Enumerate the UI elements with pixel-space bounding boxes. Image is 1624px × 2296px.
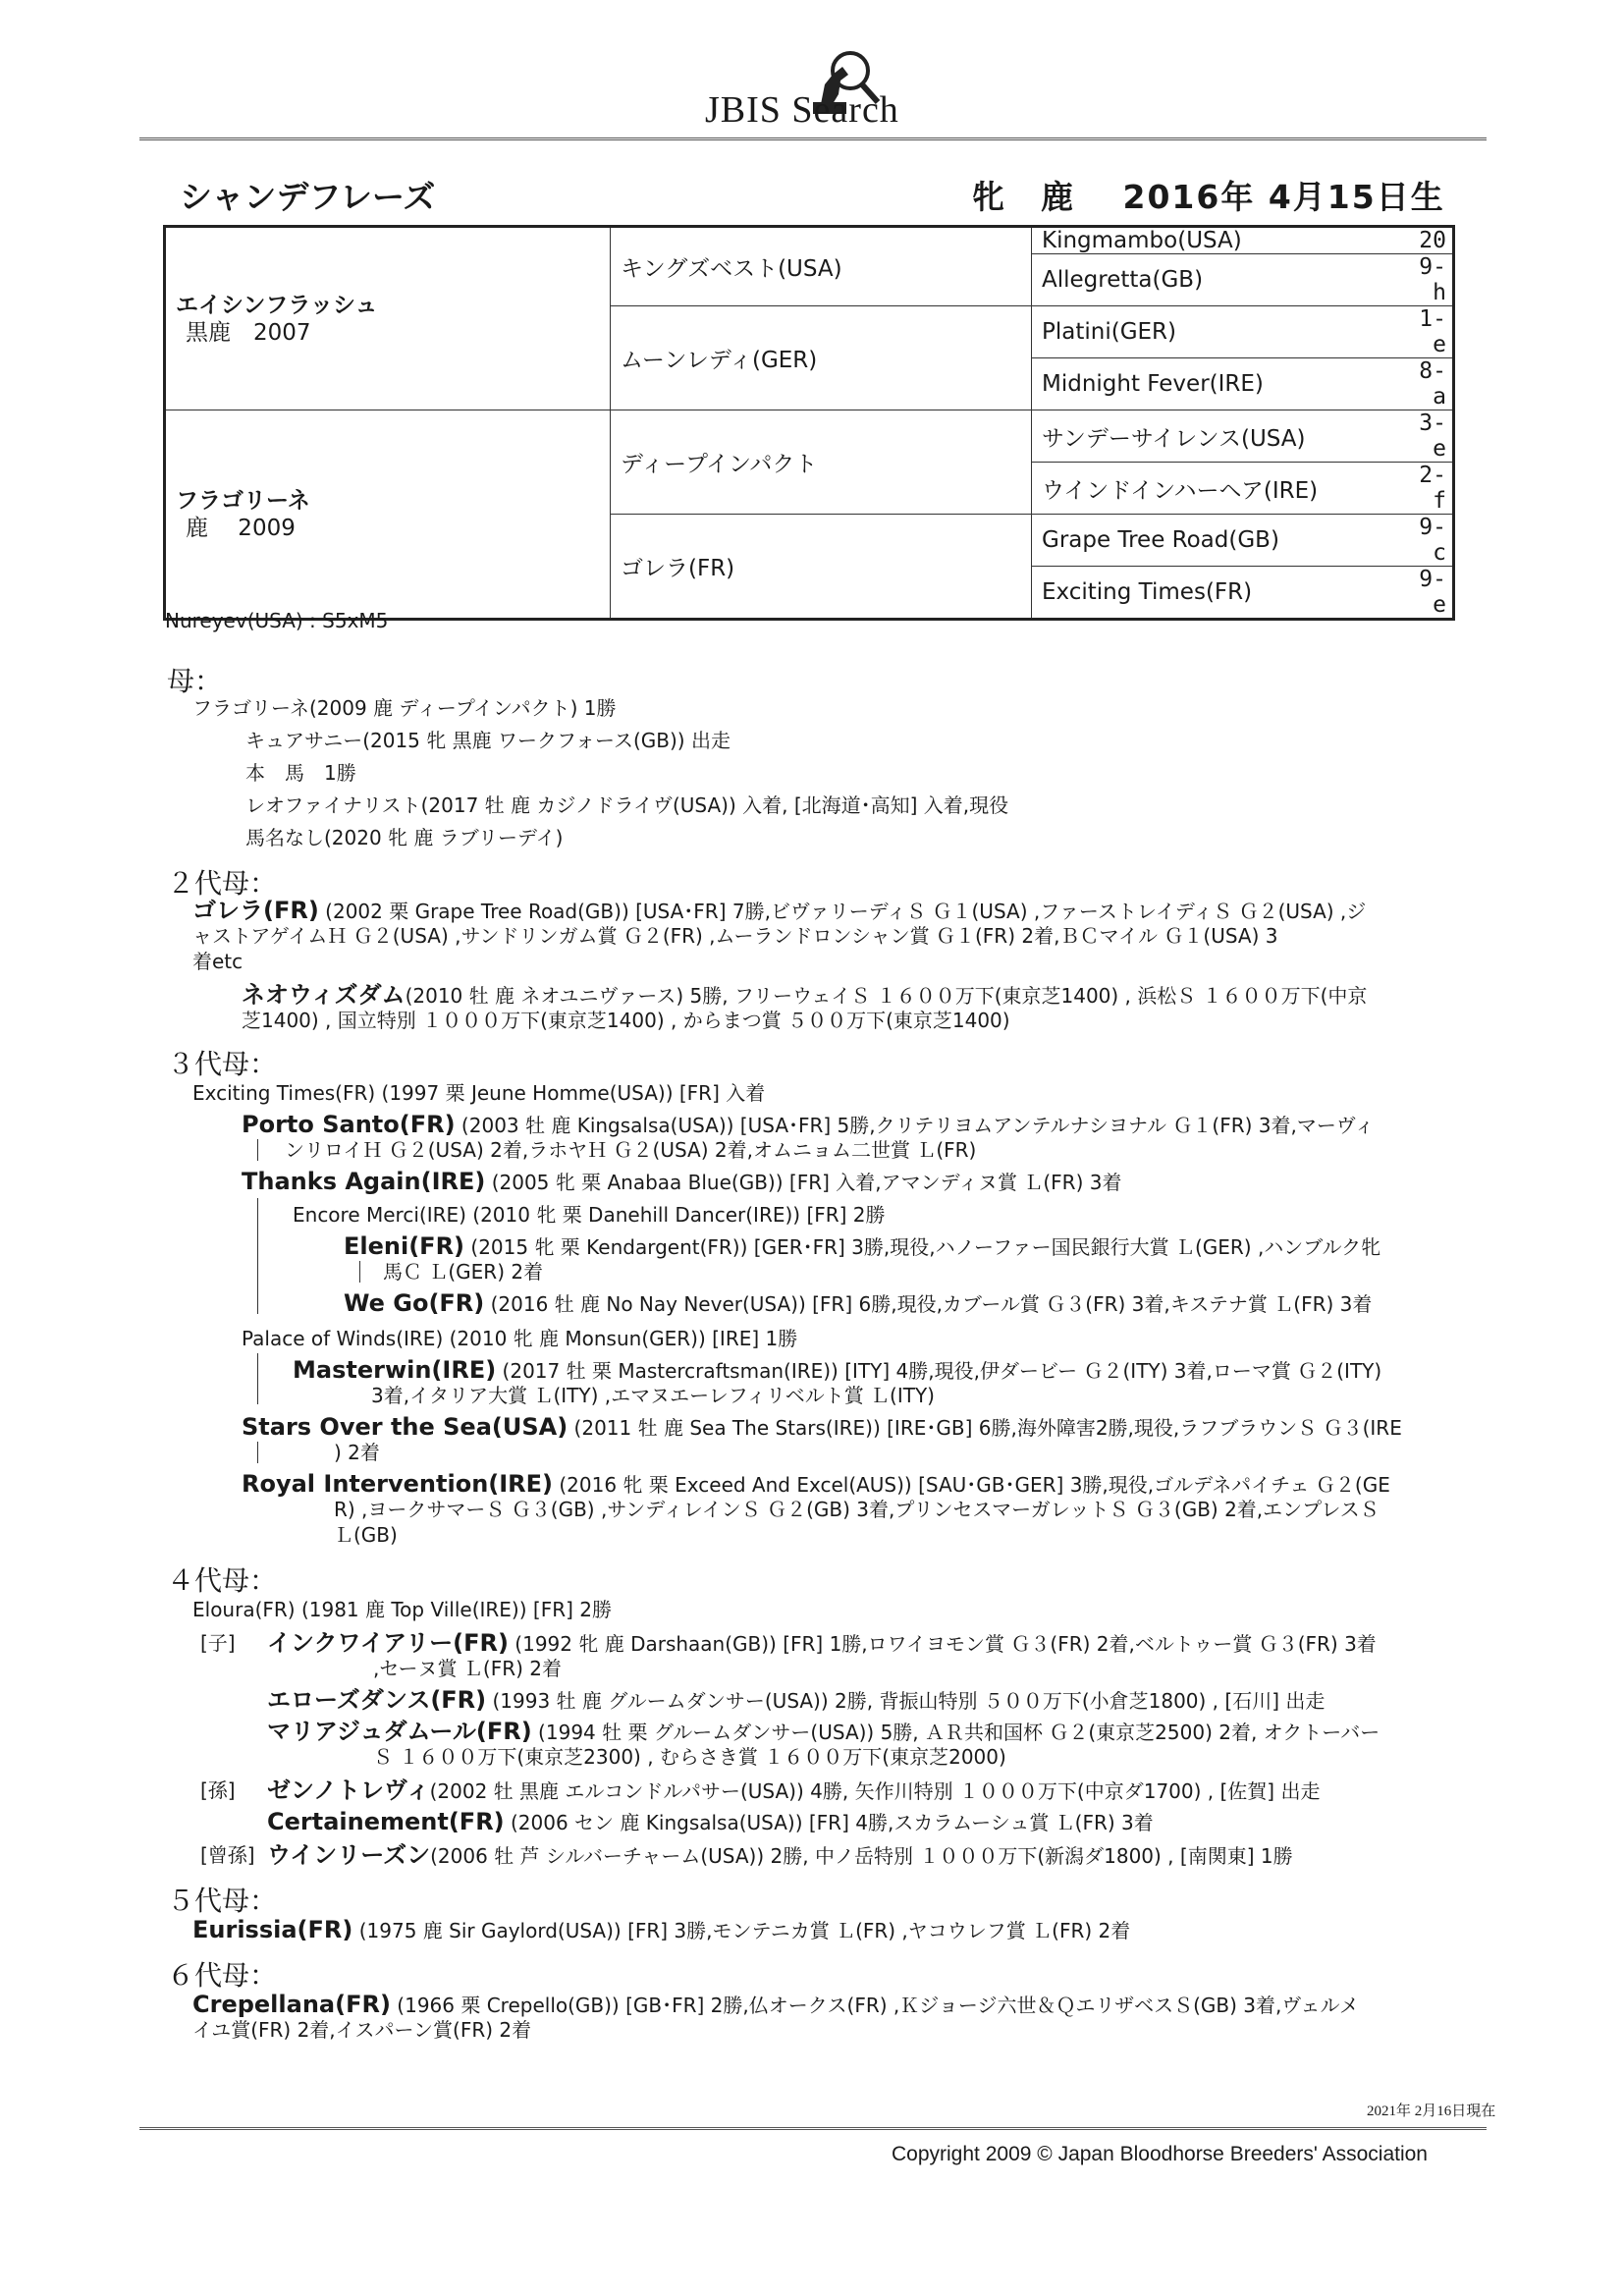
- family-line: 着etc: [192, 950, 244, 973]
- inbreeding-note: Nureyev(USA) : S5xM5: [165, 609, 389, 632]
- horse-record: (2005 牝 栗 Anabaa Blue(GB)) [FR] 入着,アマンディヌ賞 Ｌ(FR) 3着: [485, 1171, 1122, 1194]
- tree-connector: [257, 1139, 258, 1161]
- horse-record: (2006 牡 芦 シルバーチャーム(USA)) 2勝, 中ノ岳特別 １０００万下(新潟ダ1800) , [南関東] 1勝: [430, 1844, 1293, 1868]
- g3-cell: Platini(GER): [1032, 306, 1402, 358]
- family-line: ャストアゲイムＨ Ｇ２(USA) ,サンドリンガム賞 Ｇ２(FR) ,ムーランドロンシャン賞 Ｇ１(FR) 2着,ＢＣマイル Ｇ１(USA) 3: [192, 924, 1278, 948]
- family-line: 3着,イタリア大賞 Ｌ(ITY) ,エマヌエーレフィリベルト賞 Ｌ(ITY): [371, 1384, 935, 1407]
- family-line: [267, 1687, 1325, 1714]
- g3-cell: Kingmambo(USA): [1032, 227, 1402, 254]
- family-line: 本 馬 1勝: [245, 761, 356, 785]
- horse-name-bold: ネオウィズダム: [242, 981, 406, 1009]
- horse-record: (1994 牡 栗 グルームダンサー(USA)) 5勝, ＡＲ共和国杯 Ｇ２(東京芝2500) 2着, オクトーバー: [531, 1721, 1380, 1744]
- family-number: 20: [1401, 227, 1454, 254]
- g3-cell: Allegretta(GB): [1032, 254, 1402, 306]
- horse-name-bold: Thanks Again(IRE): [242, 1168, 486, 1195]
- horse-name-bold: Eurissia(FR): [192, 1916, 353, 1943]
- family-number: 9-e: [1401, 567, 1454, 620]
- family-line: 馬名なし(2020 牝 鹿 ラブリーデイ): [245, 826, 564, 849]
- horse-name-bold: Crepellana(FR): [192, 1991, 391, 2018]
- g3-cell: Grape Tree Road(GB): [1032, 515, 1402, 567]
- horse-name-bold: Masterwin(IRE): [293, 1356, 497, 1384]
- horse-name-bold: ウインリーズン: [267, 1841, 431, 1869]
- section-6th-dam: ６代母：: [167, 1959, 278, 1992]
- horse-name-bold: Royal Intervention(IRE): [242, 1470, 554, 1498]
- horse-record: (2006 セン 鹿 Kingsalsa(USA)) [FR] 4勝,スカラムーシュ賞 Ｌ(FR) 3着: [504, 1811, 1154, 1834]
- sire-name: エイシンフラッシュ: [176, 292, 378, 318]
- relation-tag: [子]: [200, 1631, 236, 1655]
- g3-cell: サンデーサイレンス(USA): [1032, 410, 1402, 463]
- family-line: ) 2着: [334, 1441, 380, 1464]
- family-line: 馬Ｃ Ｌ(GER) 2着: [383, 1260, 544, 1284]
- header-rule: [139, 137, 1487, 140]
- horse-record: (1993 牡 鹿 グルームダンサー(USA)) 2勝, 背振山特別 ５００万下(小倉芝1800) , [石川] 出走: [486, 1689, 1326, 1713]
- family-line: [192, 1992, 1359, 2018]
- family-number: 9-c: [1401, 515, 1454, 567]
- tree-connector: [257, 1353, 258, 1404]
- footer-rule: [139, 2127, 1487, 2130]
- pedigree-table: [163, 225, 1455, 621]
- family-line: [242, 1112, 1375, 1138]
- sire-cell: [165, 227, 611, 410]
- family-line: ,セーヌ賞 Ｌ(FR) 2着: [373, 1657, 563, 1680]
- relation-tag: [曾孫]: [200, 1843, 255, 1867]
- family-line: [242, 1471, 1390, 1498]
- g3-cell: Exciting Times(FR): [1032, 567, 1402, 620]
- family-line: Encore Merci(IRE) (2010 牝 栗 Danehill Dancer(IRE)) [FR] 2勝: [293, 1203, 886, 1227]
- family-line: [267, 1809, 1154, 1835]
- horse-name-bold: マリアジュダムール(FR): [267, 1718, 532, 1745]
- family-line: キュアサニー(2015 牝 黒鹿 ワークフォース(GB)) 出走: [245, 729, 731, 752]
- family-line: Palace of Winds(IRE) (2010 牝 鹿 Monsun(GER)) [IRE] 1勝: [242, 1327, 798, 1350]
- family-number: 1-e: [1401, 306, 1454, 358]
- family-line: [267, 1777, 1320, 1804]
- jbis-logo: [705, 45, 960, 136]
- horse-record: (2017 牡 栗 Mastercraftsman(IRE)) [ITY] 4勝,現役,伊ダービー Ｇ２(ITY) 3着,ローマ賞 Ｇ２(ITY): [496, 1359, 1382, 1383]
- family-number: 9-h: [1401, 254, 1454, 306]
- family-line: [267, 1719, 1380, 1745]
- copyright: Copyright 2009 © Japan Bloodhorse Breeders' Association: [892, 2143, 1428, 2165]
- section-2nd-dam: ２代母：: [167, 867, 278, 900]
- grandsire-cell: キングズベスト(USA): [611, 227, 1032, 306]
- horse-record: (1992 牝 鹿 Darshaan(GB)) [FR] 1勝,ロワイヨモン賞 Ｇ３(FR) 2着,ベルトゥー賞 Ｇ３(FR) 3着: [508, 1632, 1377, 1656]
- horse-name-bold: ゴレラ(FR): [192, 897, 319, 924]
- family-number: 3-e: [1401, 410, 1454, 463]
- horse-record: (2016 牡 鹿 No Nay Never(USA)) [FR] 6勝,現役,カブール賞 Ｇ３(FR) 3着,キステナ賞 Ｌ(FR) 3着: [484, 1292, 1373, 1316]
- relation-tag: [孫]: [200, 1778, 236, 1802]
- horse-name-bold: Porto Santo(FR): [242, 1111, 456, 1138]
- family-line: Exciting Times(FR) (1997 栗 Jeune Homme(USA)) [FR] 入着: [192, 1081, 766, 1105]
- horse-record: (2016 牝 栗 Exceed And Excel(AUS)) [SAU･GB･GER] 3勝,現役,ゴルデネパイチェ Ｇ２(GE: [553, 1473, 1390, 1497]
- family-line: [267, 1842, 1293, 1869]
- family-line: [267, 1630, 1377, 1657]
- logo-text: JBIS Search: [705, 89, 899, 131]
- tree-connector: [257, 1198, 258, 1314]
- family-line: Ｓ １６００万下(東京芝2300) , むらさき賞 １６００万下(東京芝2000): [373, 1745, 1006, 1769]
- section-4th-dam: ４代母：: [167, 1564, 278, 1597]
- horse-name-bold: ゼンノトレヴィ: [267, 1777, 430, 1804]
- horse-name-bold: Certainement(FR): [267, 1808, 505, 1835]
- tree-connector: [359, 1261, 360, 1283]
- horse-record: (2010 牡 鹿 ネオユニヴァース) 5勝, フリーウェイＳ １６００万下(東京芝1400) , 浜松Ｓ １６００万下(中京: [405, 984, 1368, 1008]
- horse-name: シャンデフレーズ: [180, 178, 436, 216]
- g3-cell: ウインドインハーヘア(IRE): [1032, 463, 1402, 515]
- horse-record: (2011 牡 鹿 Sea The Stars(IRE)) [IRE･GB] 6勝,海外障害2勝,現役,ラフブラウンＳ Ｇ３(IRE: [568, 1416, 1402, 1440]
- family-line: Ｌ(GB): [334, 1523, 398, 1547]
- section-dam: 母：: [167, 665, 223, 697]
- second-dam-cell: ゴレラ(FR): [611, 515, 1032, 620]
- section-5th-dam: ５代母：: [167, 1885, 278, 1917]
- granddam-cell: ムーンレディ(GER): [611, 306, 1032, 410]
- family-line: [344, 1233, 1380, 1260]
- family-line: ンリロイＨ Ｇ２(USA) 2着,ラホヤＨ Ｇ２(USA) 2着,オムニョム二世賞 Ｌ(FR): [285, 1138, 977, 1162]
- horse-record: (2002 栗 Grape Tree Road(GB)) [USA･FR] 7勝,ビヴァリーディＳ Ｇ１(USA) ,ファーストレイディＳ Ｇ２(USA) ,ジ: [318, 900, 1367, 923]
- dam-cell: [165, 410, 611, 620]
- family-line: R) ,ヨークサマーＳ Ｇ３(GB) ,サンディレインＳ Ｇ２(GB) 3着,プリンセスマーガレットＳ Ｇ３(GB) 2着,エンプレスＳ: [334, 1498, 1380, 1521]
- horse-record: (1975 鹿 Sir Gaylord(USA)) [FR] 3勝,モンテニカ賞 Ｌ(FR) ,ヤコウレフ賞 Ｌ(FR) 2着: [352, 1919, 1131, 1942]
- family-line: [242, 1414, 1402, 1441]
- horse-record: (1966 栗 Crepello(GB)) [GB･FR] 2勝,仏オークス(FR) ,Ｋジョージ六世＆ＱエリザベスＳ(GB) 3着,ヴェルメ: [390, 1994, 1359, 2017]
- family-line: [192, 1917, 1130, 1943]
- section-3rd-dam: ３代母：: [167, 1048, 278, 1080]
- tree-connector: [257, 1442, 258, 1463]
- horse-name-bold: インクワイアリー(FR): [267, 1629, 509, 1657]
- damsire-cell: ディープインパクト: [611, 410, 1032, 515]
- as-of-date: 2021年 2月16日現在: [1367, 2104, 1496, 2119]
- family-line: [344, 1290, 1372, 1317]
- family-line: [192, 898, 1366, 924]
- dam-detail: 鹿 2009: [186, 515, 296, 541]
- dam-name: フラゴリーネ: [176, 487, 310, 514]
- family-line: Eloura(FR) (1981 鹿 Top Ville(IRE)) [FR] 2勝: [192, 1598, 612, 1621]
- family-number: 2-f: [1401, 463, 1454, 515]
- horse-info: 牝 鹿 2016年 4月15日生: [972, 178, 1445, 216]
- horse-name-bold: Stars Over the Sea(USA): [242, 1413, 568, 1441]
- family-line: イユ賞(FR) 2着,イスパーン賞(FR) 2着: [192, 2018, 532, 2042]
- family-line: [242, 982, 1367, 1009]
- family-line: 芝1400) , 国立特別 １０００万下(東京芝1400) , からまつ賞 ５００万下(東京芝1400): [242, 1009, 1010, 1032]
- horse-record: (2002 牡 黒鹿 エルコンドルパサー(USA)) 4勝, 矢作川特別 １０００万下(中京ダ1700) , [佐賀] 出走: [429, 1779, 1321, 1803]
- horse-record: (2003 牡 鹿 Kingsalsa(USA)) [USA･FR] 5勝,クリテリヨムアンテルナシヨナル Ｇ１(FR) 3着,マーヴィ: [455, 1114, 1375, 1137]
- horse-name-bold: We Go(FR): [344, 1289, 485, 1317]
- family-line: [242, 1169, 1121, 1195]
- g3-cell: Midnight Fever(IRE): [1032, 358, 1402, 410]
- family-number: 8-a: [1401, 358, 1454, 410]
- family-line: [293, 1357, 1381, 1384]
- sire-detail: 黒鹿 2007: [186, 319, 311, 346]
- family-line: レオファイナリスト(2017 牡 鹿 カジノドライヴ(USA)) 入着, [北海道･高知] 入着,現役: [245, 793, 1009, 817]
- horse-record: (2015 牝 栗 Kendargent(FR)) [GER･FR] 3勝,現役,ハノーファー国民銀行大賞 Ｌ(GER) ,ハンブルク牝: [464, 1235, 1381, 1259]
- horse-name-bold: エローズダンス(FR): [267, 1686, 487, 1714]
- family-line: フラゴリーネ(2009 鹿 ディープインパクト) 1勝: [192, 696, 617, 720]
- horse-name-bold: Eleni(FR): [344, 1232, 465, 1260]
